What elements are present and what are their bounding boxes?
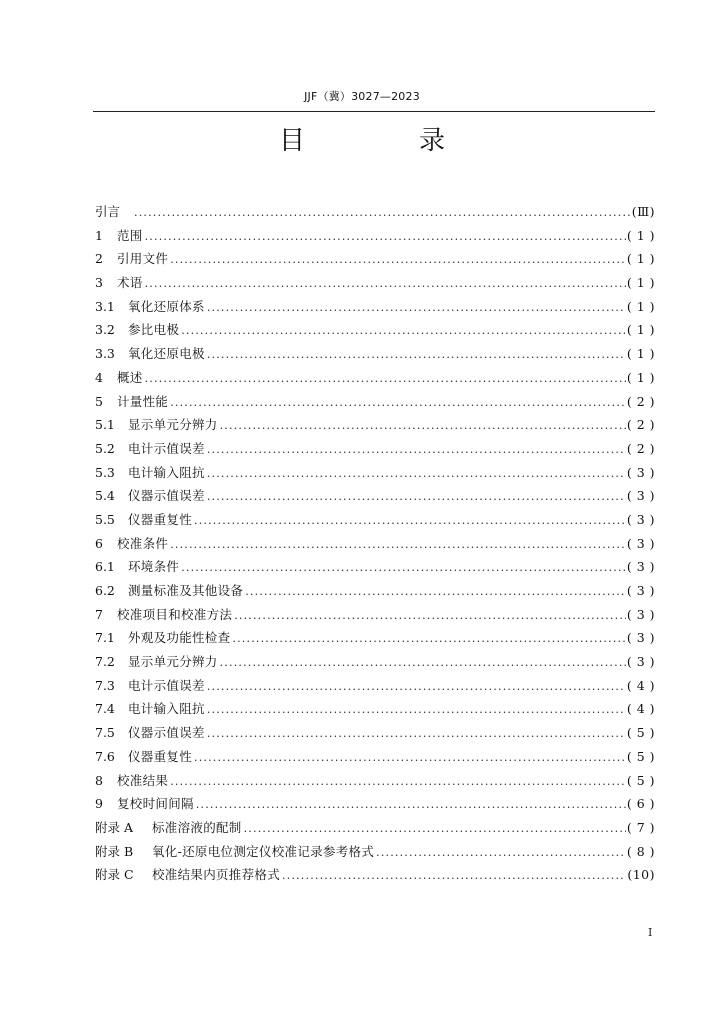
toc-dot-leader [220, 651, 626, 675]
toc-entry-number: 5.4 [95, 488, 115, 504]
toc-entry-page: ( 1 ) [626, 251, 655, 267]
toc-dot-leader [170, 248, 626, 272]
toc-entry-title: 显示单元分辨力 [128, 654, 218, 670]
toc-entry-title: 校准结果内页推荐格式 [152, 867, 281, 883]
toc-entry[interactable] [95, 318, 655, 342]
toc-entry[interactable] [95, 413, 655, 437]
toc-entry-page: ( 2 ) [626, 417, 655, 433]
toc-entry-page: (10) [627, 867, 655, 883]
toc-entry-page: ( 4 ) [626, 701, 655, 717]
toc-entry-number: 5.1 [95, 417, 115, 433]
toc-entry-title: 电计输入阻抗 [128, 464, 205, 480]
toc-entry-number: 附录 A [95, 819, 134, 835]
toc-entry-title: 标准溶液的配制 [152, 819, 242, 835]
toc-entry-page: ( 4 ) [626, 677, 655, 693]
toc-entry-number: 3.3 [95, 346, 115, 362]
toc-entry[interactable] [95, 674, 655, 698]
toc-entry-number: 6 [95, 535, 103, 551]
toc-dot-leader [207, 675, 626, 699]
toc-entry-page: ( 1 ) [626, 322, 655, 338]
toc-dot-leader [145, 225, 626, 249]
toc-entry[interactable] [95, 579, 655, 603]
toc-dot-leader [170, 391, 626, 415]
toc-dot-leader [181, 319, 626, 343]
toc-entry-number: 4 [95, 369, 103, 385]
toc-entry-number: 6.1 [95, 559, 115, 575]
toc-dot-leader [220, 414, 626, 438]
toc-entry-title: 电计输入阻抗 [128, 701, 205, 717]
toc-entry-number: 7.6 [95, 748, 115, 764]
toc-entry-number: 3.2 [95, 322, 115, 338]
toc-entry-title: 仪器重复性 [128, 511, 193, 527]
page-header: JJF（冀）3027—2023 [304, 90, 420, 103]
toc-dot-leader [232, 627, 625, 651]
toc-entry[interactable] [95, 508, 655, 532]
toc-entry[interactable] [95, 697, 655, 721]
toc-entry-number: 5.2 [95, 440, 115, 456]
toc-entry-page: ( 3 ) [626, 606, 655, 622]
toc-entry-title: 显示单元分辨力 [128, 417, 218, 433]
page-number: I [648, 926, 653, 939]
toc-entry-page: (Ⅲ) [631, 204, 655, 219]
toc-entry-number: 7 [95, 606, 103, 622]
toc-entry-number: 7.4 [95, 701, 115, 717]
toc-entry-title: 电计示值误差 [128, 440, 205, 456]
toc-entry[interactable] [95, 863, 655, 887]
toc-entry-number: 附录 B [95, 843, 134, 859]
toc-entry-page: ( 3 ) [626, 464, 655, 480]
toc-entry-title: 校准结果 [117, 772, 169, 788]
toc-entry-title: 复校时间间隔 [117, 796, 194, 812]
toc-entry[interactable] [95, 603, 655, 627]
toc-entry[interactable] [95, 626, 655, 650]
toc-dot-leader [194, 509, 626, 533]
toc-entry[interactable] [95, 342, 655, 366]
toc-entry-page: ( 8 ) [626, 843, 655, 859]
toc-dot-leader [245, 580, 626, 604]
toc-entry-title: 氧化还原体系 [128, 298, 205, 314]
toc-dot-leader [207, 296, 626, 320]
toc-entry-page: ( 3 ) [626, 654, 655, 670]
toc-entry-title: 环境条件 [128, 559, 180, 575]
toc-entry-page: ( 1 ) [626, 275, 655, 291]
toc-entry[interactable] [95, 390, 655, 414]
toc-entry-number: 6.2 [95, 583, 115, 598]
toc-entry-number: 1 [95, 227, 103, 243]
toc-dot-leader [244, 817, 626, 841]
toc-entry-title: 计量性能 [117, 393, 169, 409]
toc-entry[interactable] [95, 816, 655, 840]
toc-entry-number: 8 [95, 772, 103, 788]
toc-entry-page: ( 1 ) [626, 369, 655, 385]
toc-entry-number: 9 [95, 796, 103, 812]
toc-entry[interactable] [95, 200, 655, 224]
toc-entry-title: 仪器示值误差 [128, 488, 205, 504]
toc-entry-title: 校准条件 [117, 535, 169, 551]
toc-entry[interactable] [95, 461, 655, 485]
toc-entry[interactable] [95, 271, 655, 295]
toc-entry-page: ( 1 ) [626, 346, 655, 362]
toc-entry-page: ( 3 ) [626, 559, 655, 575]
toc-entry-number: 7.5 [95, 725, 115, 741]
toc-entry-title: 引用文件 [117, 251, 169, 267]
toc-entry-number: 7.1 [95, 630, 115, 646]
toc-entry-page: ( 6 ) [626, 796, 655, 812]
toc-entry-title: 外观及功能性检查 [128, 630, 231, 646]
toc-entry-number: 3.1 [95, 298, 115, 314]
toc-entry[interactable] [95, 366, 655, 390]
toc-entry[interactable] [95, 247, 655, 271]
toc-dot-leader [376, 841, 626, 865]
toc-dot-leader [207, 698, 626, 722]
toc-entry-title: 仪器重复性 [128, 748, 193, 764]
toc-entry[interactable] [95, 555, 655, 579]
toc-entry[interactable] [95, 792, 655, 816]
toc-entry[interactable] [95, 484, 655, 508]
toc-entry-title: 范围 [117, 227, 143, 243]
toc-dot-leader [234, 604, 626, 628]
toc-entry[interactable] [95, 532, 655, 556]
toc-dot-leader [170, 533, 626, 557]
toc-entry-number: 7.3 [95, 677, 115, 693]
toc-entry-number: 5.3 [95, 464, 115, 480]
toc-entry-page: ( 5 ) [626, 725, 655, 741]
toc-dot-leader [145, 367, 626, 391]
toc-dot-leader [196, 793, 626, 817]
page-title: 目 录 [278, 126, 489, 156]
toc-dot-leader [207, 462, 626, 486]
toc-entry[interactable] [95, 840, 655, 864]
toc-entry[interactable] [95, 721, 655, 745]
toc-entry-number: 5.5 [95, 511, 115, 527]
toc-entry[interactable] [95, 437, 655, 461]
toc-dot-leader [207, 722, 626, 746]
toc-entry-page: ( 7 ) [626, 819, 655, 835]
toc-entry-number: 2 [95, 251, 103, 267]
toc-entry-page: ( 3 ) [626, 535, 655, 551]
toc-dot-leader [134, 201, 631, 225]
toc-dot-leader [207, 438, 626, 462]
toc-entry[interactable] [95, 295, 655, 319]
toc-dot-leader [145, 272, 626, 296]
toc-dot-leader [181, 556, 626, 580]
toc-entry-title: 概述 [117, 369, 143, 385]
toc-entry-title: 氧化还原电极 [128, 346, 205, 362]
toc-entry-page: ( 2 ) [626, 393, 655, 409]
toc-entry[interactable] [95, 769, 655, 793]
toc-entry-title: 术语 [117, 275, 143, 291]
toc-entry-title: 仪器示值误差 [128, 725, 205, 741]
toc-entry-title: 校准项目和校准方法 [117, 606, 233, 622]
toc-entry-page: ( 3 ) [626, 583, 655, 598]
toc-entry-page: ( 3 ) [626, 488, 655, 504]
toc-entry-number: 7.2 [95, 654, 115, 670]
toc-entry[interactable] [95, 650, 655, 674]
toc-dot-leader [170, 770, 626, 794]
toc-entry[interactable] [95, 224, 655, 248]
toc-entry-title: 电计示值误差 [128, 677, 205, 693]
toc-entry-page: ( 5 ) [626, 748, 655, 764]
toc-entry-number: 5 [95, 393, 103, 409]
toc-entry-title: 氧化-还原电位测定仪校准记录参考格式 [152, 843, 375, 859]
toc-entry-page: ( 1 ) [626, 227, 655, 243]
toc-entry[interactable] [95, 745, 655, 769]
toc-entry-page: ( 5 ) [626, 772, 655, 788]
toc-entry-page: ( 3 ) [626, 511, 655, 527]
toc-dot-leader [207, 485, 626, 509]
toc-entry-page: ( 3 ) [626, 630, 655, 646]
toc-entry-page: ( 1 ) [626, 298, 655, 314]
toc-dot-leader [282, 864, 626, 888]
toc-entry-number: 附录 C [95, 867, 134, 883]
toc-entry-title: 参比电极 [128, 322, 180, 338]
toc-dot-leader [207, 343, 626, 367]
toc-dot-leader [194, 746, 626, 770]
header-rule [93, 111, 655, 112]
toc-entry-page: ( 2 ) [626, 440, 655, 456]
toc-entry-title: 测量标准及其他设备 [128, 583, 244, 598]
table-of-contents [95, 200, 655, 887]
toc-entry-number: 3 [95, 275, 103, 291]
toc-entry-number: 引言 [95, 204, 121, 219]
